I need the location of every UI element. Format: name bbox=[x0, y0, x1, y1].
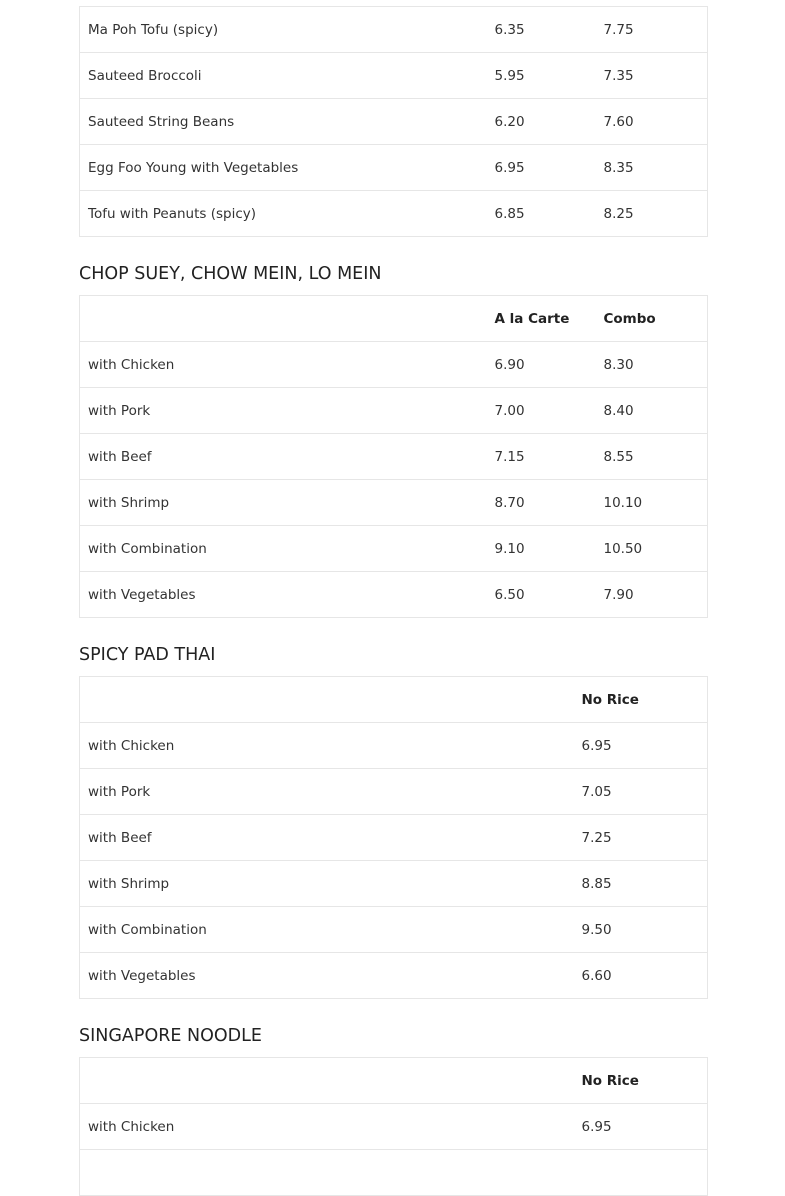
item-name: with Vegetables bbox=[80, 572, 487, 618]
section-title-singapore-noodle: SINGAPORE NOODLE bbox=[79, 1026, 262, 1046]
price-combo: 7.60 bbox=[596, 99, 708, 145]
price-combo: 8.55 bbox=[596, 434, 708, 480]
price-no-rice bbox=[574, 1150, 708, 1196]
table-row bbox=[80, 769, 708, 815]
item-name: with Vegetables bbox=[80, 953, 574, 999]
item-name: Sauteed Broccoli bbox=[80, 53, 487, 99]
table-header-row bbox=[80, 296, 708, 342]
price-a-la-carte: 7.15 bbox=[487, 434, 596, 480]
price-a-la-carte: 6.20 bbox=[487, 99, 596, 145]
price-a-la-carte: 6.85 bbox=[487, 191, 596, 237]
table-row bbox=[80, 815, 708, 861]
price-a-la-carte: 6.90 bbox=[487, 342, 596, 388]
price-combo: 7.75 bbox=[596, 7, 708, 53]
menu-table-singapore-noodle bbox=[79, 1057, 708, 1196]
price-a-la-carte: 9.10 bbox=[487, 526, 596, 572]
price-a-la-carte: 8.70 bbox=[487, 480, 596, 526]
price-no-rice: 9.50 bbox=[574, 907, 708, 953]
item-name: with Beef bbox=[80, 434, 487, 480]
column-header-a-la-carte: A la Carte bbox=[487, 296, 596, 342]
item-name: with Beef bbox=[80, 815, 574, 861]
item-name: with Combination bbox=[80, 907, 574, 953]
item-name: Sauteed String Beans bbox=[80, 99, 487, 145]
header-empty bbox=[80, 296, 487, 342]
price-combo: 8.35 bbox=[596, 145, 708, 191]
item-name: Ma Poh Tofu (spicy) bbox=[80, 7, 487, 53]
table-row bbox=[80, 7, 708, 53]
table-row bbox=[80, 99, 708, 145]
table-row bbox=[80, 191, 708, 237]
item-name: with Combination bbox=[80, 526, 487, 572]
table-row bbox=[80, 342, 708, 388]
table-row bbox=[80, 145, 708, 191]
table-row bbox=[80, 907, 708, 953]
column-header-no-rice: No Rice bbox=[574, 1058, 708, 1104]
price-a-la-carte: 6.50 bbox=[487, 572, 596, 618]
table-row bbox=[80, 480, 708, 526]
price-no-rice: 6.95 bbox=[574, 723, 708, 769]
table-row bbox=[80, 572, 708, 618]
price-combo: 7.90 bbox=[596, 572, 708, 618]
price-a-la-carte: 5.95 bbox=[487, 53, 596, 99]
item-name: with Shrimp bbox=[80, 861, 574, 907]
item-name: with Pork bbox=[80, 388, 487, 434]
menu-page bbox=[79, 6, 707, 1196]
menu-table-vegetables bbox=[79, 6, 708, 237]
price-a-la-carte: 6.35 bbox=[487, 7, 596, 53]
price-combo: 10.50 bbox=[596, 526, 708, 572]
price-combo: 10.10 bbox=[596, 480, 708, 526]
table-row bbox=[80, 388, 708, 434]
price-combo: 8.40 bbox=[596, 388, 708, 434]
price-combo: 8.25 bbox=[596, 191, 708, 237]
item-name: Tofu with Peanuts (spicy) bbox=[80, 191, 487, 237]
table-row bbox=[80, 53, 708, 99]
price-a-la-carte: 7.00 bbox=[487, 388, 596, 434]
table-header-row bbox=[80, 1058, 708, 1104]
table-row bbox=[80, 953, 708, 999]
price-a-la-carte: 6.95 bbox=[487, 145, 596, 191]
table-row bbox=[80, 434, 708, 480]
item-name bbox=[80, 1150, 574, 1196]
item-name: with Shrimp bbox=[80, 480, 487, 526]
table-row bbox=[80, 861, 708, 907]
table-row bbox=[80, 723, 708, 769]
section-title-spicy-pad-thai: SPICY PAD THAI bbox=[79, 645, 216, 665]
price-no-rice: 7.05 bbox=[574, 769, 708, 815]
table-row bbox=[80, 526, 708, 572]
table-row bbox=[80, 1104, 708, 1150]
item-name: with Chicken bbox=[80, 1104, 574, 1150]
column-header-no-rice: No Rice bbox=[574, 677, 708, 723]
price-combo: 7.35 bbox=[596, 53, 708, 99]
price-no-rice: 7.25 bbox=[574, 815, 708, 861]
price-combo: 8.30 bbox=[596, 342, 708, 388]
column-header-combo: Combo bbox=[596, 296, 708, 342]
table-row bbox=[80, 1150, 708, 1196]
price-no-rice: 6.95 bbox=[574, 1104, 708, 1150]
item-name: with Pork bbox=[80, 769, 574, 815]
item-name: with Chicken bbox=[80, 342, 487, 388]
menu-table-spicy-pad-thai bbox=[79, 676, 708, 999]
section-title-chop-suey: CHOP SUEY, CHOW MEIN, LO MEIN bbox=[79, 264, 382, 284]
item-name: with Chicken bbox=[80, 723, 574, 769]
header-empty bbox=[80, 677, 574, 723]
table-header-row bbox=[80, 677, 708, 723]
header-empty bbox=[80, 1058, 574, 1104]
price-no-rice: 8.85 bbox=[574, 861, 708, 907]
item-name: Egg Foo Young with Vegetables bbox=[80, 145, 487, 191]
price-no-rice: 6.60 bbox=[574, 953, 708, 999]
menu-table-chop-suey bbox=[79, 295, 708, 618]
